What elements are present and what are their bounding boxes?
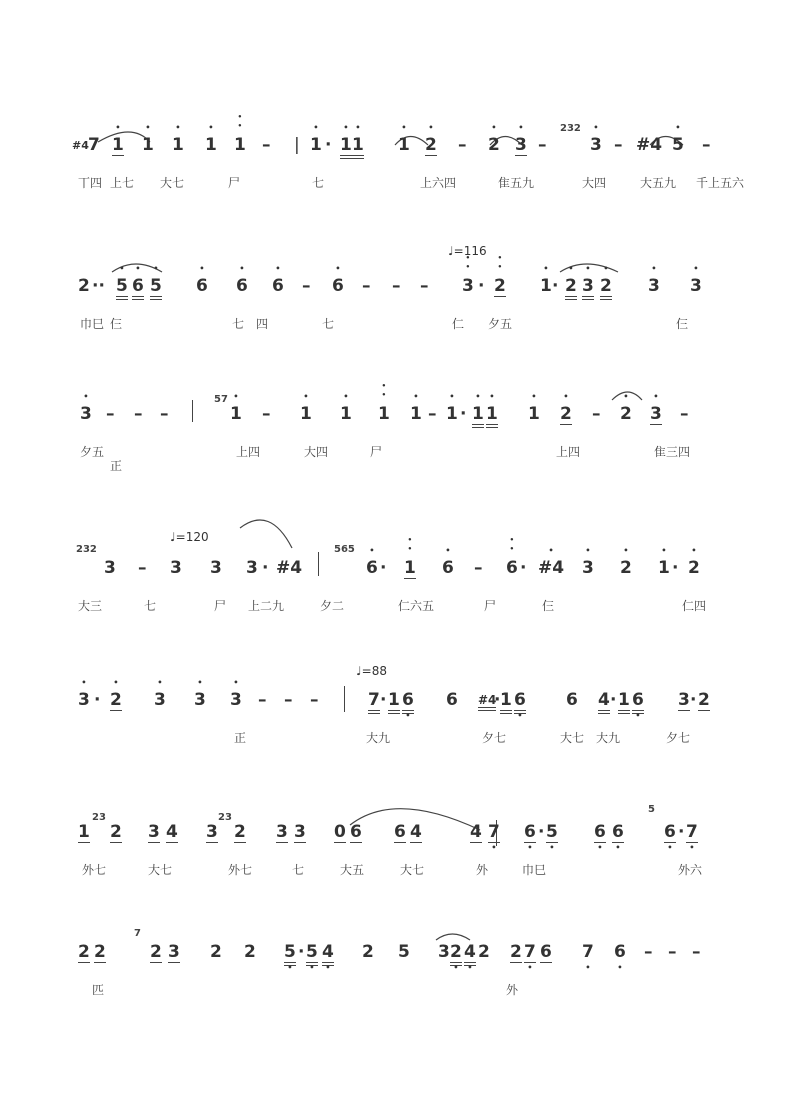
note: 3 bbox=[210, 558, 222, 578]
tab-glyph: 外七 bbox=[228, 863, 253, 877]
grace-notes: 5 bbox=[648, 804, 655, 815]
note: 7 bbox=[88, 135, 100, 155]
note: • 3 bbox=[582, 276, 594, 300]
tablature-line bbox=[0, 984, 790, 1044]
note: • 1 bbox=[142, 135, 154, 155]
tablature-line bbox=[0, 732, 790, 792]
note: • 2 bbox=[620, 558, 632, 578]
dash: – bbox=[644, 942, 653, 962]
note: • 5 bbox=[150, 276, 162, 300]
dot: · bbox=[672, 558, 679, 578]
dash: – bbox=[302, 276, 311, 296]
dash: – bbox=[614, 135, 623, 155]
notes-line bbox=[0, 928, 790, 982]
note: • 2 bbox=[688, 558, 700, 578]
dash: – bbox=[258, 690, 267, 710]
tab-glyph: 上四 bbox=[556, 445, 581, 459]
note: • 1 bbox=[486, 404, 498, 428]
tab-glyph: 七 bbox=[144, 599, 157, 613]
bar-marker bbox=[340, 690, 346, 710]
dash: – bbox=[538, 135, 547, 155]
dash: – bbox=[668, 942, 677, 962]
note: 2 bbox=[244, 942, 256, 962]
note: 7 • bbox=[686, 822, 698, 843]
note: • 1 bbox=[112, 135, 124, 156]
note: • 1 bbox=[528, 404, 540, 424]
tab-glyph: 仨 bbox=[542, 599, 555, 613]
bar-marker bbox=[188, 404, 194, 424]
dash: – bbox=[680, 404, 689, 424]
note: • • 6 bbox=[506, 558, 518, 578]
note: • 2 bbox=[565, 276, 577, 300]
notes-line bbox=[0, 276, 790, 316]
note: 4 bbox=[410, 822, 422, 842]
dash: – bbox=[592, 404, 601, 424]
note: • 1 bbox=[352, 135, 364, 159]
tab-glyph: 千上五六 bbox=[696, 176, 745, 190]
note: 3 bbox=[438, 942, 450, 962]
note: 2 bbox=[78, 276, 90, 296]
note: • 6 bbox=[366, 558, 378, 578]
note: • • 1 bbox=[234, 135, 246, 155]
tab-glyph: 大九 bbox=[366, 731, 391, 745]
tab-glyph: 正 bbox=[234, 731, 247, 745]
dash: – bbox=[392, 276, 401, 296]
note: #4 bbox=[72, 139, 89, 152]
note: 3 bbox=[246, 558, 258, 578]
grace-notes: 23 bbox=[92, 812, 106, 823]
tab-glyph: 外 bbox=[476, 863, 489, 877]
tab-glyph: 上二九 bbox=[248, 599, 285, 613]
note: • 1 bbox=[205, 135, 217, 155]
bar-marker bbox=[314, 558, 320, 578]
note: • 3 bbox=[78, 690, 90, 710]
system-7 bbox=[0, 928, 790, 1062]
tempo-mark: ♩=120 bbox=[170, 530, 209, 544]
tab-glyph: 上六四 bbox=[420, 176, 457, 190]
note: 6 bbox=[350, 822, 362, 842]
note: 1 bbox=[500, 690, 512, 714]
note: • 6 bbox=[236, 276, 248, 296]
note: • 6 bbox=[132, 276, 144, 300]
note: 3 bbox=[206, 822, 218, 842]
note: 2 bbox=[94, 942, 106, 962]
dot: · bbox=[94, 690, 101, 710]
dash: – bbox=[702, 135, 711, 155]
note: • 1 bbox=[230, 404, 242, 424]
tab-glyph: 夕七 bbox=[666, 731, 691, 745]
tab-glyph: 外 bbox=[506, 983, 519, 997]
note: • 1 bbox=[472, 404, 484, 428]
dot: · bbox=[678, 822, 685, 842]
tab-glyph: 丅四 bbox=[78, 176, 103, 190]
note: #4 bbox=[636, 135, 663, 155]
notes-line bbox=[0, 690, 790, 730]
notes-line bbox=[0, 544, 790, 598]
note: 6 • bbox=[402, 690, 414, 714]
note: • 5 bbox=[672, 135, 684, 155]
dot: · bbox=[478, 276, 485, 296]
note: 1 bbox=[388, 690, 400, 714]
dash: – bbox=[138, 558, 147, 578]
tab-glyph: 上七 bbox=[110, 176, 135, 190]
note: • 1 bbox=[172, 135, 184, 155]
note: • 3 bbox=[515, 135, 527, 156]
grace-notes: 232 bbox=[76, 544, 97, 555]
tab-glyph: 四 bbox=[256, 317, 269, 331]
tab-glyph: 仁六五 bbox=[398, 599, 435, 613]
tab-glyph: 大九 bbox=[596, 731, 621, 745]
note: 6 • bbox=[614, 942, 626, 962]
dot: · bbox=[325, 135, 332, 155]
note: • • 1 bbox=[404, 558, 416, 579]
dot: · bbox=[380, 690, 387, 710]
note: 1 bbox=[618, 690, 630, 714]
note: 7 bbox=[368, 690, 380, 714]
tab-glyph: 大五九 bbox=[640, 176, 677, 190]
dash: – bbox=[262, 135, 271, 155]
note: • 2 bbox=[560, 404, 572, 425]
tab-glyph: 大七 bbox=[400, 863, 425, 877]
system-4 bbox=[0, 544, 790, 678]
note: • 1 bbox=[410, 404, 422, 424]
dash: – bbox=[420, 276, 429, 296]
notes-line bbox=[0, 394, 790, 444]
note: 3 bbox=[678, 690, 690, 710]
note: • 5 bbox=[116, 276, 128, 300]
note: 2 bbox=[478, 942, 490, 962]
note: 2 bbox=[234, 822, 246, 842]
note: 6 • bbox=[594, 822, 606, 843]
note: 0 bbox=[334, 822, 346, 842]
dot: · bbox=[262, 558, 269, 578]
note: • 2 bbox=[110, 690, 122, 711]
dash: – bbox=[134, 404, 143, 424]
note: • 1 bbox=[398, 135, 410, 155]
tab-glyph: 大五 bbox=[340, 863, 365, 877]
tab-glyph: 七 bbox=[312, 176, 325, 190]
tab-glyph: 隹五九 bbox=[498, 176, 535, 190]
note: 5 • bbox=[306, 942, 318, 966]
tab-glyph: 大三 bbox=[78, 599, 103, 613]
grace-notes: 57 bbox=[214, 394, 228, 405]
tab-glyph: 仁 bbox=[452, 317, 465, 331]
note: 1 bbox=[78, 822, 90, 842]
tempo-mark: ♩=116 bbox=[448, 244, 487, 258]
note: • 3 bbox=[154, 690, 166, 710]
note: • 6 bbox=[272, 276, 284, 296]
note: 2 • bbox=[450, 942, 462, 966]
tablature-line bbox=[0, 177, 790, 237]
tablature-line bbox=[0, 864, 790, 924]
dash: – bbox=[428, 404, 437, 424]
note: • 1 bbox=[340, 135, 352, 159]
note: 7 • bbox=[524, 942, 536, 963]
tempo-mark: ♩=88 bbox=[356, 664, 387, 678]
note: 6 • bbox=[664, 822, 676, 843]
tab-glyph: 正 bbox=[110, 459, 123, 473]
tab-glyph: 大七 bbox=[148, 863, 173, 877]
tab-glyph: 七 bbox=[322, 317, 335, 331]
tab-glyph: 大七 bbox=[560, 731, 585, 745]
note: • 1 bbox=[540, 276, 552, 296]
note: 7 • bbox=[488, 822, 500, 843]
dot: · bbox=[552, 276, 559, 296]
tab-glyph: 尸 bbox=[484, 599, 497, 613]
note: • 6 bbox=[332, 276, 344, 296]
note: • 3 bbox=[690, 276, 702, 296]
note: 4 • bbox=[464, 942, 476, 966]
note: 5 bbox=[398, 942, 410, 962]
note: 2 bbox=[210, 942, 222, 962]
note: 7 • bbox=[582, 942, 594, 962]
dot: · bbox=[380, 558, 387, 578]
barline: | bbox=[294, 135, 300, 155]
note: 2 bbox=[698, 690, 710, 710]
dot: · bbox=[494, 690, 501, 710]
note: 2 bbox=[78, 942, 90, 962]
tab-glyph: 尸 bbox=[228, 176, 241, 190]
system-2 bbox=[0, 276, 790, 396]
note: • 2 bbox=[488, 135, 500, 155]
tab-glyph: 夕七 bbox=[482, 731, 507, 745]
tab-glyph: 隹三四 bbox=[654, 445, 691, 459]
dash: – bbox=[160, 404, 169, 424]
tab-glyph: 大四 bbox=[582, 176, 607, 190]
note: • #4 bbox=[538, 558, 564, 578]
note: 6 • bbox=[632, 690, 644, 714]
note: • 1 bbox=[300, 404, 312, 424]
tab-glyph: 上四 bbox=[236, 445, 261, 459]
dash: – bbox=[362, 276, 371, 296]
note: • 2 bbox=[600, 276, 612, 300]
tab-glyph: 夕二 bbox=[320, 599, 345, 613]
dot: · bbox=[460, 404, 467, 424]
notes-line bbox=[0, 804, 790, 862]
note: • 1 bbox=[340, 404, 352, 424]
tab-glyph: 七 bbox=[232, 317, 245, 331]
note: 3 bbox=[168, 942, 180, 962]
dash: – bbox=[284, 690, 293, 710]
note: 4 bbox=[598, 690, 610, 714]
note: • 3 bbox=[194, 690, 206, 710]
note: 6 • bbox=[514, 690, 526, 714]
note: • 3 bbox=[80, 404, 92, 424]
note: 2 bbox=[510, 942, 522, 962]
tab-glyph: 外七 bbox=[82, 863, 107, 877]
tab-glyph: 仁四 bbox=[682, 599, 707, 613]
dot: · bbox=[520, 558, 527, 578]
tab-glyph: 大七 bbox=[160, 176, 185, 190]
grace-notes: 23 bbox=[218, 812, 232, 823]
tablature-line bbox=[0, 600, 790, 660]
note: #4 bbox=[478, 693, 496, 711]
tablature-line bbox=[0, 318, 790, 378]
tab-glyph: 夕五 bbox=[488, 317, 513, 331]
grace-notes: 565 bbox=[334, 544, 355, 555]
dash: – bbox=[474, 558, 483, 578]
note: • 1 bbox=[658, 558, 670, 578]
note: 5 • bbox=[284, 942, 296, 966]
grace-notes: 7 bbox=[134, 928, 141, 939]
note: #4 bbox=[276, 558, 303, 578]
dot: · bbox=[538, 822, 545, 842]
note: • 3 bbox=[650, 404, 662, 425]
note: 3 bbox=[294, 822, 306, 842]
note: 2 bbox=[110, 822, 122, 842]
note: 2 bbox=[362, 942, 374, 962]
notes-line bbox=[0, 123, 790, 175]
system-3 bbox=[0, 394, 790, 524]
tab-glyph: 外六 bbox=[678, 863, 703, 877]
note: • 2 bbox=[620, 404, 632, 424]
note: • • 1 bbox=[378, 404, 390, 424]
note: 3 bbox=[148, 822, 160, 842]
dot: · bbox=[690, 690, 697, 710]
tablature-line bbox=[0, 446, 790, 506]
note: 2 bbox=[150, 942, 162, 962]
dash: – bbox=[106, 404, 115, 424]
note: 4 bbox=[470, 822, 482, 842]
tab-glyph: 匹 bbox=[92, 983, 105, 997]
tab-glyph: 仨 bbox=[676, 317, 689, 331]
system-6 bbox=[0, 804, 790, 942]
note: 4 bbox=[166, 822, 178, 842]
dot: · bbox=[298, 942, 305, 962]
note: • • 2 bbox=[494, 276, 506, 297]
note: 6 bbox=[446, 690, 458, 710]
dash: – bbox=[262, 404, 271, 424]
grace-notes: 232 bbox=[560, 123, 581, 134]
note: 6 bbox=[566, 690, 578, 710]
note: 4 • bbox=[322, 942, 334, 966]
note: • 3 bbox=[590, 135, 602, 155]
system-5 bbox=[0, 690, 790, 810]
note: 3 bbox=[104, 558, 116, 578]
note: 6 bbox=[394, 822, 406, 842]
note: • 3 bbox=[230, 690, 242, 710]
note: 3 bbox=[276, 822, 288, 842]
tab-glyph: 尸 bbox=[214, 599, 227, 613]
note: • 1 bbox=[310, 135, 322, 155]
note: 6 bbox=[540, 942, 552, 962]
note: • 2 bbox=[425, 135, 437, 156]
dot: · bbox=[610, 690, 617, 710]
note: • • 3 bbox=[462, 276, 474, 296]
note: 5 • bbox=[546, 822, 558, 843]
note: • 3 bbox=[648, 276, 660, 296]
note: • 3 bbox=[582, 558, 594, 578]
dash: – bbox=[310, 690, 319, 710]
tab-glyph: 仨 bbox=[110, 317, 123, 331]
dots: ·· bbox=[92, 276, 105, 296]
tab-glyph: 巾巳 bbox=[80, 317, 105, 331]
tab-glyph: 尸 bbox=[370, 445, 383, 459]
note: • 1 bbox=[446, 404, 458, 424]
system-1 bbox=[0, 123, 790, 255]
dash: – bbox=[458, 135, 467, 155]
note: 6 • bbox=[612, 822, 624, 843]
tab-glyph: 大四 bbox=[304, 445, 329, 459]
tab-glyph: 巾巳 bbox=[522, 863, 547, 877]
note: 6 • bbox=[524, 822, 536, 843]
note: • 6 bbox=[196, 276, 208, 296]
note: • 6 bbox=[442, 558, 454, 578]
tab-glyph: 夕五 bbox=[80, 445, 105, 459]
dash: – bbox=[692, 942, 701, 962]
tab-glyph: 七 bbox=[292, 863, 305, 877]
note: 3 bbox=[170, 558, 182, 578]
